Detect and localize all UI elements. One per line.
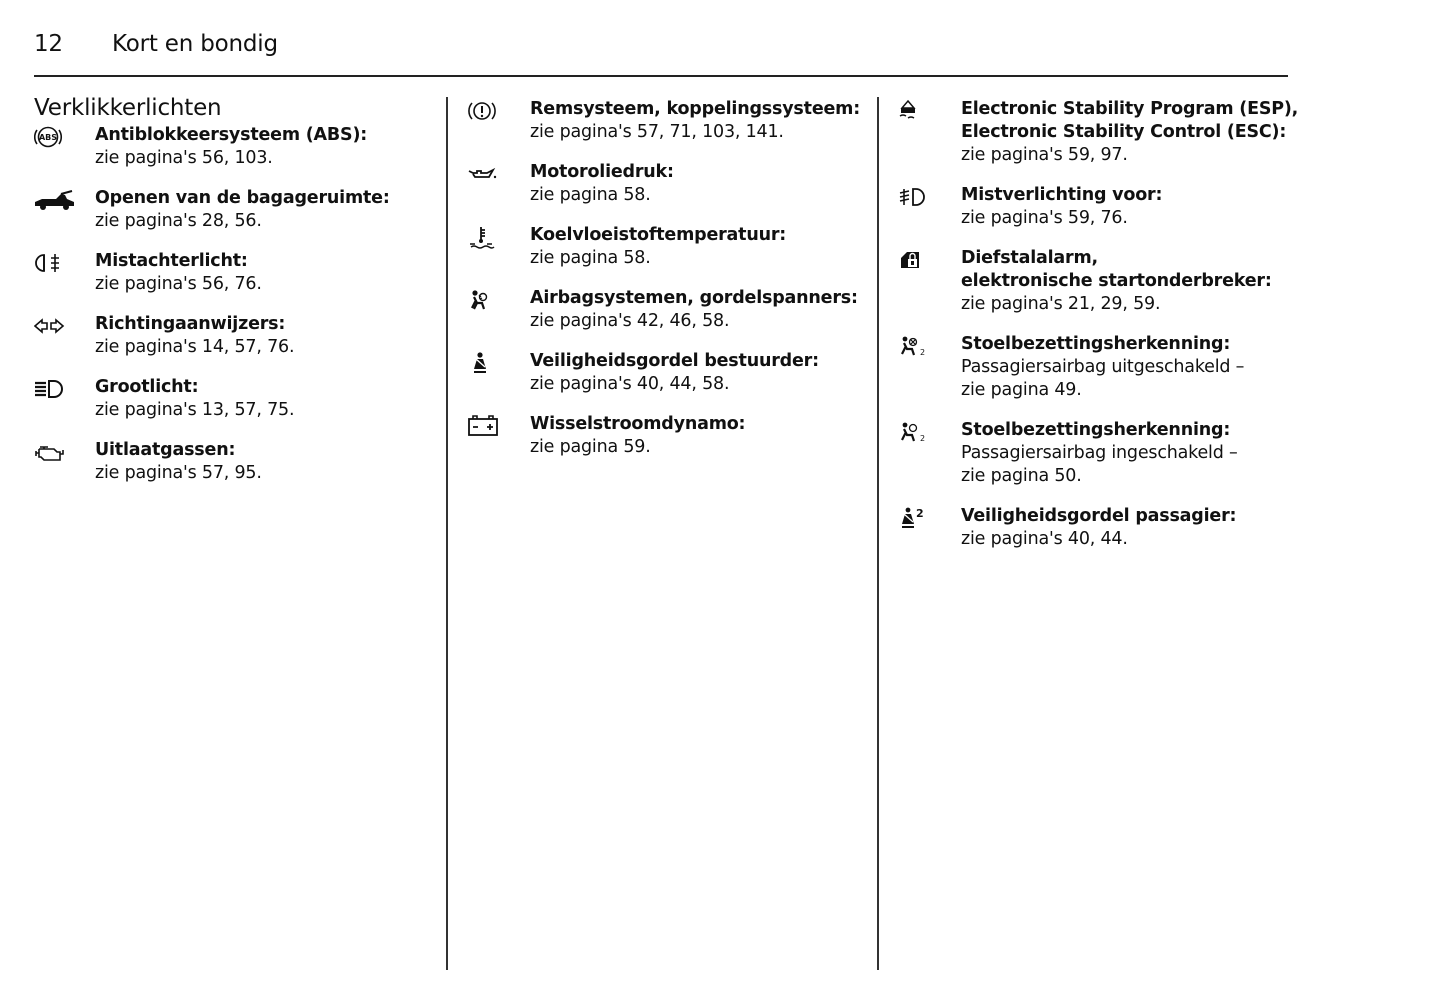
seatbelt-passenger-icon: [898, 506, 930, 530]
entry-exhaust: [34, 439, 439, 485]
entry-title: Koelvloeistoftemperatuur:: [530, 225, 787, 245]
entry-desc: Passagiersairbag ingeschakeld –: [961, 443, 1238, 463]
entry-title: Electronic Stability Program (ESP),: [961, 99, 1299, 119]
entry-title: Mistachterlicht:: [95, 251, 248, 271]
entry-title: Airbagsystemen, gordelspanners:: [530, 288, 858, 308]
column-2: [467, 98, 867, 476]
svg-text:2: 2: [920, 434, 926, 443]
entry-esp: [898, 98, 1299, 167]
entry-desc: zie pagina's 42, 46, 58.: [530, 311, 730, 331]
entry-boot: [34, 187, 439, 233]
entry-title: Grootlicht:: [95, 377, 199, 397]
entry-title: Wisselstroomdynamo:: [530, 414, 746, 434]
entry-desc-line2: zie pagina 50.: [961, 466, 1082, 486]
entry-title: Remsysteem, koppelingssysteem:: [530, 99, 860, 119]
entry-turn-signals: [34, 313, 439, 359]
entry-title: Stoelbezettingsherkenning:: [961, 420, 1231, 440]
entry-desc: zie pagina 58.: [530, 248, 651, 268]
entry-title: Uitlaatgassen:: [95, 440, 236, 460]
passenger-airbag-on-icon: [898, 420, 930, 444]
airbag-icon: [467, 288, 499, 312]
page-header: [34, 28, 278, 60]
chapter-title: Kort en bondig: [112, 31, 278, 57]
boot-open-icon: [34, 188, 66, 212]
entry-desc: zie pagina's 57, 71, 103, 141.: [530, 122, 784, 142]
entry-desc: zie pagina's 57, 95.: [95, 463, 262, 483]
entry-desc: zie pagina's 56, 103.: [95, 148, 273, 168]
entry-desc: zie pagina's 13, 57, 75.: [95, 400, 295, 420]
column-3: [898, 98, 1299, 568]
entry-desc: zie pagina's 14, 57, 76.: [95, 337, 295, 357]
entry-occupancy-off: [898, 333, 1288, 402]
entry-occupancy-on: [898, 419, 1288, 488]
entry-oil-pressure: [467, 161, 867, 207]
entry-title: Antiblokkeersysteem (ABS):: [95, 125, 368, 145]
entry-abs: [34, 124, 439, 170]
entry-desc-line2: zie pagina 49.: [961, 380, 1082, 400]
svg-text:2: 2: [920, 348, 926, 357]
entry-title-line2: Electronic Stability Control (ESC):: [961, 122, 1287, 142]
entry-alternator: [467, 413, 867, 459]
anti-theft-icon: [898, 248, 930, 272]
column-divider-1: [446, 97, 448, 970]
entry-title: Veiligheidsgordel passagier:: [961, 506, 1237, 526]
svg-text:ABS: ABS: [38, 133, 58, 142]
entry-airbag: [467, 287, 867, 333]
svg-text:2: 2: [916, 507, 924, 520]
entry-desc: zie pagina 59.: [530, 437, 651, 457]
passenger-airbag-off-icon: [898, 334, 930, 358]
entry-title: Openen van de bagageruimte:: [95, 188, 390, 208]
entry-desc: zie pagina's 21, 29, 59.: [961, 294, 1161, 314]
header-rule: [34, 75, 1288, 77]
entry-title-line2: elektronische startonderbreker:: [961, 271, 1272, 291]
entry-desc: Passagiersairbag uitgeschakeld –: [961, 357, 1245, 377]
high-beam-icon: [34, 377, 66, 401]
entry-desc: zie pagina's 28, 56.: [95, 211, 262, 231]
entry-front-fog: [898, 184, 1288, 230]
entry-seatbelt-passenger: [898, 505, 1288, 551]
section-title: Verklikkerlichten: [34, 95, 222, 121]
oil-pressure-icon: [467, 162, 499, 186]
page-number: 12: [34, 31, 63, 57]
entry-high-beam: [34, 376, 439, 422]
entry-desc: zie pagina's 40, 44.: [961, 529, 1128, 549]
battery-icon: [467, 414, 499, 438]
turn-signal-icon: [34, 314, 66, 338]
entry-desc: zie pagina 58.: [530, 185, 651, 205]
entry-desc: zie pagina's 59, 76.: [961, 208, 1128, 228]
entry-brakes: [467, 98, 867, 144]
entry-anti-theft: [898, 247, 1288, 316]
esp-icon: [898, 99, 930, 123]
coolant-temperature-icon: [467, 225, 499, 249]
engine-exhaust-icon: [34, 440, 66, 464]
column-1: [34, 96, 439, 502]
entry-title: Mistverlichting voor:: [961, 185, 1163, 205]
rear-fog-light-icon: [34, 251, 66, 275]
entry-coolant: [467, 224, 867, 270]
entry-desc: zie pagina's 40, 44, 58.: [530, 374, 730, 394]
entry-rear-fog: [34, 250, 439, 296]
entry-title: Motoroliedruk:: [530, 162, 674, 182]
entry-seatbelt-driver: [467, 350, 867, 396]
front-fog-light-icon: [898, 185, 930, 209]
entry-title: Veiligheidsgordel bestuurder:: [530, 351, 819, 371]
entry-desc: zie pagina's 59, 97.: [961, 145, 1128, 165]
entry-desc: zie pagina's 56, 76.: [95, 274, 262, 294]
seatbelt-driver-icon: [467, 351, 499, 375]
entry-title: Diefstalalarm,: [961, 248, 1098, 268]
entry-title: Stoelbezettingsherkenning:: [961, 334, 1231, 354]
brake-system-icon: [467, 99, 499, 123]
abs-icon: [34, 125, 66, 149]
column-divider-2: [877, 97, 879, 970]
entry-title: Richtingaanwijzers:: [95, 314, 286, 334]
